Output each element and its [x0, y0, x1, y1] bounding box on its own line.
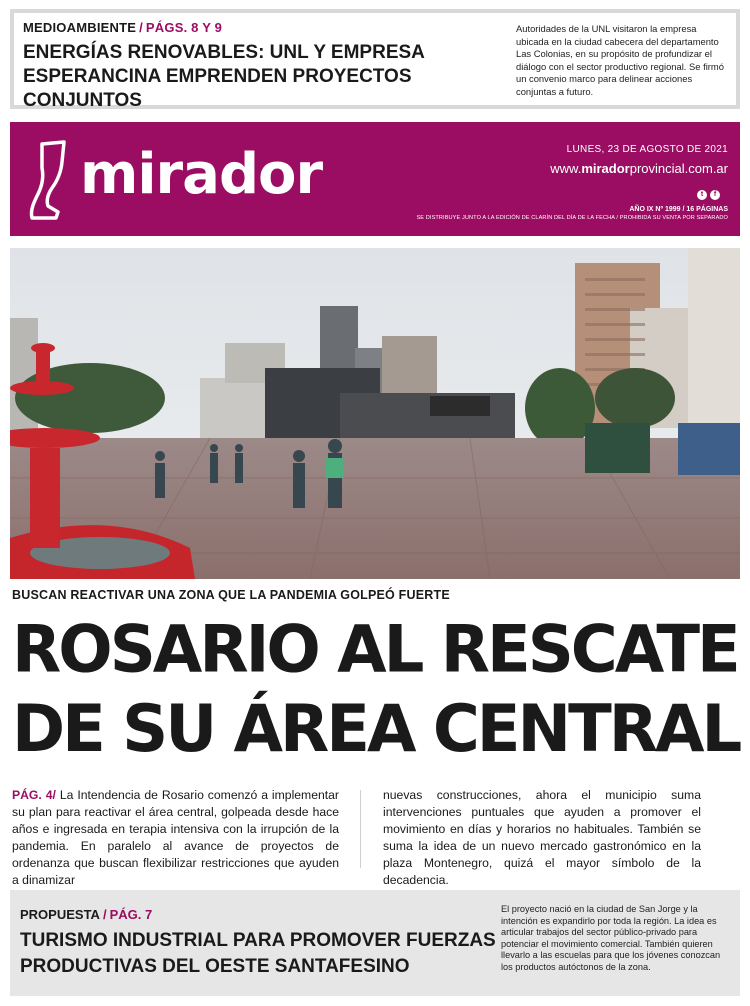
body-column-left: [12, 787, 339, 889]
section-separator: /: [139, 20, 143, 35]
section-name: PROPUESTA: [20, 907, 100, 922]
bottom-teaser-headline[interactable]: TURISMO INDUSTRIAL PARA PROMOVER FUERZAS PRODUCTIVAS DEL OESTE SANTAFESINO: [20, 930, 496, 977]
main-story-page-ref[interactable]: PÁG. 4/: [12, 788, 56, 802]
bottom-teaser-section: [20, 907, 152, 922]
social-icons: [697, 190, 720, 200]
issue-number: AÑO IX Nº 1999 / 16 PÁGINAS: [629, 206, 728, 213]
top-teaser-summary: Autoridades de la UNL visitaron la empresa ubicada en la ciudad cabecera del departamento Las Colonias, en su propósito de profundizar el diálogo con el sector productivo regional. Se firmó un convenio marco para delinear acciones conjuntas a futuro.: [516, 23, 724, 97]
page-reference: PÁGS. 8 Y 9: [145, 20, 223, 35]
masthead: [10, 122, 740, 236]
web-suffix: provincial.com.ar: [629, 161, 728, 176]
section-name: MEDIOAMBIENTE: [23, 20, 137, 35]
distribution-note: SE DISTRIBUYE JUNTO A LA EDICIÓN DE CLARÍN DEL DÍA DE LA FECHA / PROHIBIDA SU VENTA POR SEPARADO: [416, 215, 728, 221]
page-reference: PÁG. 7: [109, 907, 153, 922]
facebook-icon[interactable]: f: [710, 190, 720, 200]
web-bold: mirador: [581, 161, 630, 176]
leg-logo-icon: [28, 140, 74, 220]
main-story-kicker: BUSCAN REACTIVAR UNA ZONA QUE LA PANDEMIA GOLPEÓ FUERTE: [12, 588, 450, 602]
section-separator: /: [102, 907, 107, 922]
headline-line-1: ROSARIO AL RESCATE: [12, 612, 738, 688]
cover-photo[interactable]: [10, 248, 740, 579]
bottom-teaser-summary: El proyecto nació en la ciudad de San Jorge y la intención es expandirlo por toda la región. La idea es articular trabajos del sector público-privado para potenciar el movimiento comercial. También quieren llevarlo a las escuelas para que los jóvenes conozcan los productos autóctonos de la zona.: [501, 904, 721, 972]
body-column-right: nuevas construcciones, ahora el municipio suma intervenciones puntuales que ayuden a promover el movimiento en días y horarios no habituales. También se suma la idea de un nuevo mercado gastronómico en la plaza Montenegro, quizá el mayor símbolo de la decadencia.: [383, 788, 701, 887]
website-link[interactable]: [550, 161, 728, 176]
column-divider: [360, 790, 361, 868]
masthead-logo[interactable]: mirador: [80, 142, 323, 207]
twitter-icon[interactable]: t: [697, 190, 707, 200]
top-teaser-headline[interactable]: ENERGÍAS RENOVABLES: UNL Y EMPRESA ESPERANCINA EMPRENDEN PROYECTOS CONJUNTOS: [23, 42, 425, 111]
body-text-left: La Intendencia de Rosario comenzó a implementar su plan para reactivar el área central, golpeada desde hace años e ingresada en terapia intensiva con la irrupción de la pandemia. En paralelo al avance de proyectos de ordenanza que buscan flexibilizar restricciones que ayuden a dinamizar: [12, 788, 339, 887]
main-headline[interactable]: [12, 610, 742, 769]
edition-date: LUNES, 23 DE AGOSTO DE 2021: [566, 144, 728, 155]
bottom-teaser-box[interactable]: [10, 890, 740, 996]
web-prefix: www.: [550, 161, 582, 176]
plaza-photo: [10, 248, 740, 579]
top-teaser-section: [23, 20, 222, 35]
headline-line-2: DE SU ÁREA CENTRAL: [12, 692, 740, 768]
top-teaser-box[interactable]: [10, 9, 740, 109]
